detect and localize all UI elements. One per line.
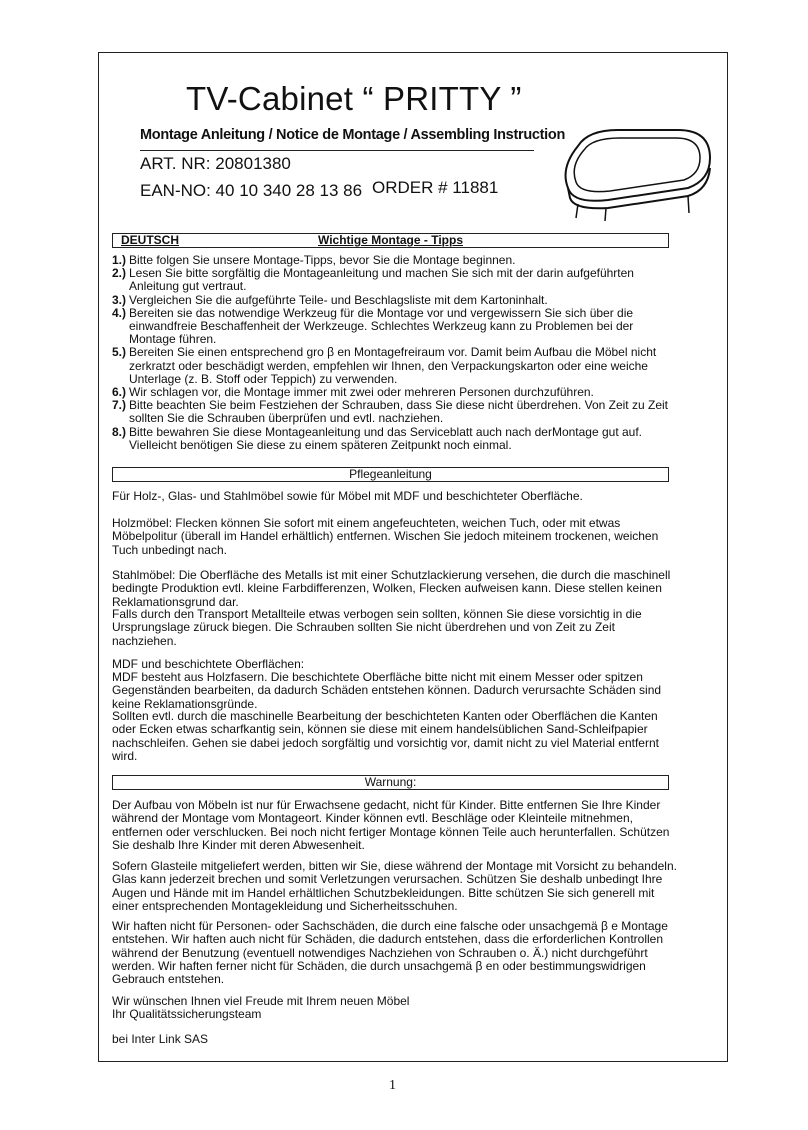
order-number: ORDER # 11881 [372, 178, 499, 197]
care-mdf-2: Sollten evtl. durch die maschinelle Bearbeitung der beschichteten Kanten oder Oberflächen die Kanten oder Ecken etwas scharfkantig sein, können sie diese mit einem handelsüblichen Sand-Schleifpapier nachschleifen. Gehen sie dabei jedoch sorgfältig und vorsichtig vor, damit nicht zu viel Material entfernt wird. [112, 709, 659, 763]
care-mdf-title: MDF und beschichtete Oberflächen: [112, 657, 305, 671]
page-number: 1 [389, 1078, 396, 1093]
tips-list [112, 254, 677, 452]
item-number: 5.) [112, 345, 127, 360]
closing-line-2: Ihr Qualitätssicherungsteam [112, 1007, 262, 1021]
document-title: TV-Cabinet “ PRITTY ” [186, 80, 522, 117]
language-label: DEUTSCH [121, 233, 180, 247]
item-text: Vergleichen Sie die aufgeführte Teile- und Beschlagsliste mit dem Kartoninhalt. [129, 292, 548, 307]
item-text: Bitte bewahren Sie diese Montageanleitung und das Serviceblatt auch nach derMontage gut auf. Vielleicht benötigen Sie diese zu einem späteren Zeitpunkt noch einmal. [129, 424, 643, 452]
warning-header-bar [112, 775, 669, 790]
care-steel-2: Falls durch den Transport Metallteile etwas verbogen sein sollten, können Sie diese vorsichtig in die Ursprungslage züruck biegen. Die Schrauben sollten Sie nicht überdrehen und von Zeit zu Zeit nachziehen. [112, 607, 642, 648]
care-intro: Für Holz-, Glas- und Stahlmöbel sowie für Möbel mit MDF und beschichteter Oberfläche. [112, 489, 583, 503]
list-item [112, 294, 677, 307]
item-text: Bereiten Sie einen entsprechend gro β en Montagefreiraum vor. Damit beim Aufbau die Möbel nicht zerkratzt oder beschädigt werden, empfehlen wir Ihnen, den Verpackungskarton oder eine weiche Unterlage (z. B. Stoff oder Teppich) zu verwenden. [129, 345, 657, 386]
item-text: Bitte folgen Sie unsere Montage-Tipps, bevor Sie die Montage beginnen. [129, 253, 516, 267]
list-item [112, 267, 677, 293]
tv-cabinet-illustration [548, 118, 718, 223]
item-number: 3.) [112, 292, 127, 307]
care-steel-1: Stahlmöbel: Die Oberfläche des Metalls ist mit einer Schutzlackierung versehen, die durch die maschinell bedingte Produktion evtl. kleine Farbdifferenzen, Wolken, Flecken aufweisen kann. Diese stellen keinen Reklamationsgrund dar. [112, 568, 671, 609]
care-wood: Holzmöbel: Flecken können Sie sofort mit einem angefeuchteten, weichen Tuch, oder mit etwas Möbelpolitur (überall im Handel erhältlich) entfernen. Wischen Sie jedoch miteinem trockenen, weichen Tuch unbedingt nach. [112, 516, 659, 557]
ean-number: EAN-NO: 40 10 340 28 13 86 [140, 181, 363, 200]
list-item [112, 307, 677, 347]
subtitle-underline [140, 150, 534, 151]
care-heading: Pflegeanleitung [349, 467, 432, 481]
care-mdf-1: MDF besteht aus Holzfasern. Die beschichtete Oberfläche bitte nicht mit einem Messer oder spitzen Gegenständen bearbeiten, da dadurch Schäden entstehen können. Dadurch verursachte Schäden sind keine Reklamationsgründe. [112, 670, 662, 711]
item-text: Bereiten sie das notwendige Werkzeug für die Montage vor und vergewissern Sie sich über die einwandfreie Beschaffenheit der Werkzeuge. Schlechtes Werkzeug kann zu Problemen bei der Montage führen. [129, 305, 634, 347]
item-number: 4.) [112, 305, 127, 320]
care-header-bar [112, 467, 669, 482]
item-text: Lesen Sie bitte sorgfältig die Montageanleitung und machen Sie sich mit der darin aufgeführten Anleitung gut vertraut. [129, 266, 634, 294]
list-item [112, 399, 677, 425]
signature: bei Inter Link SAS [112, 1032, 209, 1046]
article-number: ART. NR: 20801380 [140, 154, 291, 173]
item-number: 1.) [112, 253, 127, 267]
list-item [112, 426, 677, 452]
warning-paragraph-1: Der Aufbau von Möbeln ist nur für Erwachsene gedacht, nicht für Kinder. Bitte entfernen Sie Ihre Kinder während der Montage vom Montageort. Kinder können evtl. Beschläge oder Kleinteile mitnehmen, entfernen oder verschlucken. Bei noch nicht fertiger Montage können Teile auch herunterfallen. Schützen Sie deshalb Ihre Kinder mit deren Abwesenheit. [112, 798, 670, 852]
item-text: Bitte beachten Sie beim Festziehen der Schrauben, dass Sie diese nicht überdrehen. Von Zeit zu Zeit sollten Sie die Schrauben überprüfen und evtl. nachziehen. [129, 398, 668, 426]
tips-heading: Wichtige Montage - Tipps [317, 233, 463, 247]
item-number: 8.) [112, 424, 127, 439]
document-subtitle: Montage Anleitung / Notice de Montage / Assembling Instruction [140, 127, 566, 143]
tips-header-bar [112, 233, 669, 248]
item-number: 7.) [112, 398, 127, 413]
warning-paragraph-2: Sofern Glasteile mitgeliefert werden, bitten wir Sie, diese während der Montage mit Vorsicht zu behandeln. Glas kann jederzeit brechen und somit Verletzungen verursachen. Schützen Sie deshalb unbedingt Ihre Augen und Hände mit im Handel erhältlichen Schutzbekleidungen. Bitte schützen Sie sich generell mit einer entsprechenden Montagekleidung und Sicherheitsschuhen. [112, 859, 677, 913]
warning-heading: Warnung: [364, 775, 417, 789]
item-number: 6.) [112, 385, 127, 400]
list-item [112, 346, 677, 386]
warning-paragraph-3: Wir haften nicht für Personen- oder Sachschäden, die durch eine falsche oder unsachgemä β e Montage entstehen. Wir haften auch nicht für Schäden, die dadurch entstehen, dass die erforderlichen Kontrollen während der Benutzung (eventuell notwendiges Nachziehen von Schrauben o. Ä.) nicht durchgeführt werden. Wir haften ferner nicht für Schäden, die durch unsachgemä β en oder bestimmungswidrigen Gebrauch entstehen. [112, 919, 668, 987]
item-text: Wir schlagen vor, die Montage immer mit zwei oder mehreren Personen durchzuführen. [129, 385, 594, 400]
item-number: 2.) [112, 266, 127, 281]
closing-line-1: Wir wünschen Ihnen viel Freude mit Ihrem neuen Möbel [112, 994, 410, 1008]
